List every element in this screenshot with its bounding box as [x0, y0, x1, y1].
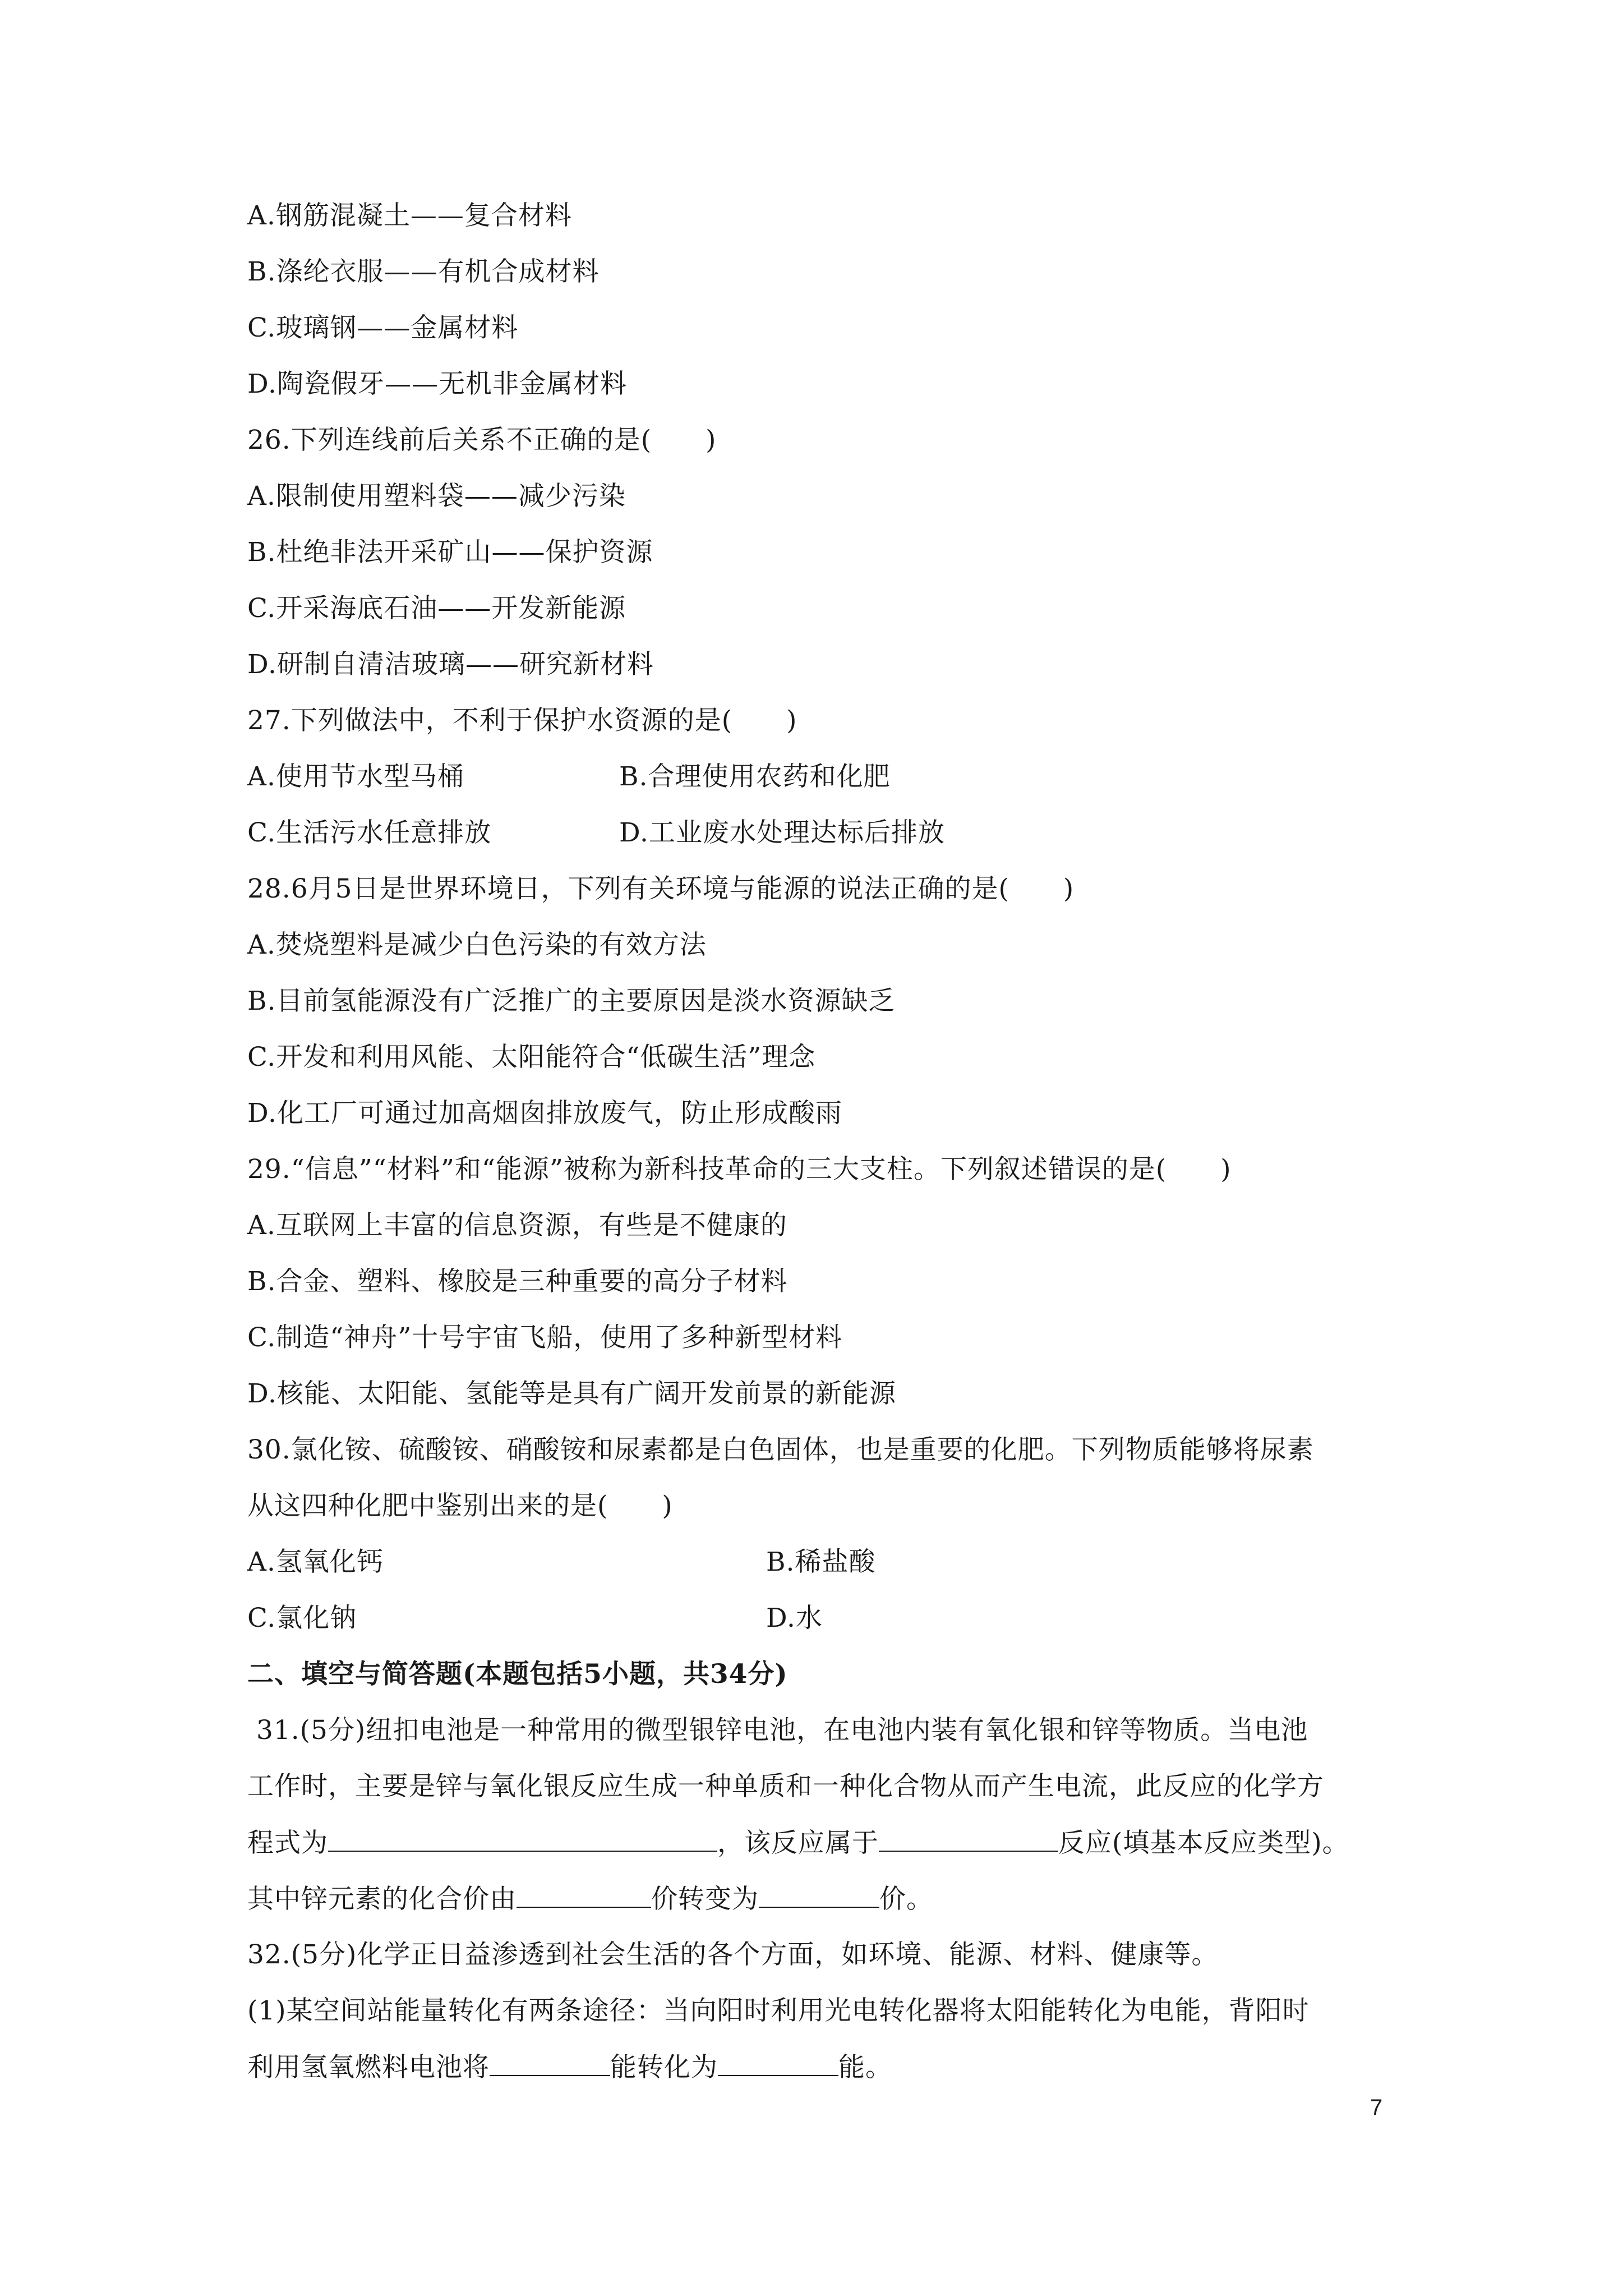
q31-line3-text-b: ，该反应属于: [717, 1828, 879, 1858]
q31-line4-text-c: 价。: [879, 1884, 933, 1915]
q26-stem: 26.下列连线前后关系不正确的是( ): [247, 425, 717, 455]
q31-line4-text-a: 其中锌元素的化合价由: [247, 1884, 517, 1915]
q25-option-c: C.玻璃钢——金属材料: [247, 312, 519, 343]
q31-equation-blank[interactable]: [328, 1826, 717, 1852]
q28-option-c: C.开发和利用风能、太阳能符合“低碳生活”理念: [247, 1042, 816, 1073]
q31-line2: 工作时，主要是锌与氧化银反应生成一种单质和一种化合物从而产生电流，此反应的化学方: [247, 1771, 1324, 1802]
q28-option-d: D.化工厂可通过加高烟囱排放废气，防止形成酸雨: [247, 1098, 842, 1129]
q32-energy-to-blank[interactable]: [718, 2050, 838, 2076]
q30-option-b: B.稀盐酸: [766, 1547, 876, 1577]
q26-option-d: D.研制自清洁玻璃——研究新材料: [247, 649, 654, 680]
q25-option-a: A.钢筋混凝土——复合材料: [247, 200, 572, 231]
q27-option-a: A.使用节水型马桶: [247, 761, 464, 792]
q31-line3-text-a: 程式为: [247, 1828, 328, 1858]
q29-option-b: B.合金、塑料、橡胶是三种重要的高分子材料: [247, 1266, 788, 1297]
q30-option-c: C.氯化钠: [247, 1603, 357, 1634]
q32-line2: (1)某空间站能量转化有两条途径：当向阳时利用光电转化器将太阳能转化为电能，背阳时: [247, 1995, 1310, 2026]
q31-line4-text-b: 价转变为: [651, 1884, 759, 1915]
q31-line3-text-c: 反应(填基本反应类型)。: [1058, 1828, 1349, 1858]
q31-valence-from-blank[interactable]: [517, 1882, 651, 1908]
q27-option-c: C.生活污水任意排放: [247, 817, 492, 848]
q28-option-a: A.焚烧塑料是减少白色污染的有效方法: [247, 930, 707, 960]
q30-stem-line2: 从这四种化肥中鉴别出来的是( ): [247, 1490, 673, 1521]
q31-line4: [247, 1882, 933, 1916]
page-number: 7: [1370, 2095, 1383, 2120]
q30-option-a: A.氢氧化钙: [247, 1547, 384, 1577]
q26-option-a: A.限制使用塑料袋——减少污染: [247, 481, 626, 512]
q32-line1: 32.(5分)化学正日益渗透到社会生活的各个方面，如环境、能源、材料、健康等。: [247, 1939, 1219, 1970]
q27-option-d: D.工业废水处理达标后排放: [619, 817, 945, 848]
q30-stem-line1: 30.氯化铵、硫酸铵、硝酸铵和尿素都是白色固体，也是重要的化肥。下列物质能够将尿素: [247, 1434, 1314, 1465]
q28-option-b: B.目前氢能源没有广泛推广的主要原因是淡水资源缺乏: [247, 986, 896, 1016]
q25-option-b: B.涤纶衣服——有机合成材料: [247, 256, 600, 287]
q29-stem: 29.“信息”“材料”和“能源”被称为新科技革命的三大支柱。下列叙述错误的是( ): [247, 1154, 1232, 1185]
q25-option-d: D.陶瓷假牙——无机非金属材料: [247, 369, 627, 399]
q26-option-c: C.开采海底石油——开发新能源: [247, 593, 626, 624]
q29-option-c: C.制造“神舟”十号宇宙飞船，使用了多种新型材料: [247, 1322, 843, 1353]
q27-option-b: B.合理使用农药和化肥: [619, 761, 891, 792]
q27-stem: 27.下列做法中，不利于保护水资源的是( ): [247, 705, 797, 736]
section2-heading: 二、填空与简答题(本题包括5小题，共34分): [247, 1659, 788, 1690]
q29-option-a: A.互联网上丰富的信息资源，有些是不健康的: [247, 1210, 787, 1241]
q32-line3-text-c: 能。: [838, 2052, 892, 2083]
q31-reaction-type-blank[interactable]: [879, 1826, 1058, 1852]
q26-option-b: B.杜绝非法开采矿山——保护资源: [247, 537, 653, 568]
q31-line1: 31.(5分)纽扣电池是一种常用的微型银锌电池，在电池内装有氧化银和锌等物质。当电池: [247, 1715, 1308, 1746]
q31-valence-to-blank[interactable]: [759, 1882, 879, 1908]
q28-stem: 28.6月5日是世界环境日，下列有关环境与能源的说法正确的是( ): [247, 873, 1075, 904]
q32-energy-from-blank[interactable]: [490, 2050, 610, 2076]
q32-line3: [247, 2050, 892, 2085]
q30-option-d: D.水: [766, 1603, 823, 1634]
q29-option-d: D.核能、太阳能、氢能等是具有广阔开发前景的新能源: [247, 1378, 896, 1409]
q31-line3: [247, 1826, 1349, 1860]
q32-line3-text-a: 利用氢氧燃料电池将: [247, 2052, 490, 2083]
q32-line3-text-b: 能转化为: [610, 2052, 718, 2083]
